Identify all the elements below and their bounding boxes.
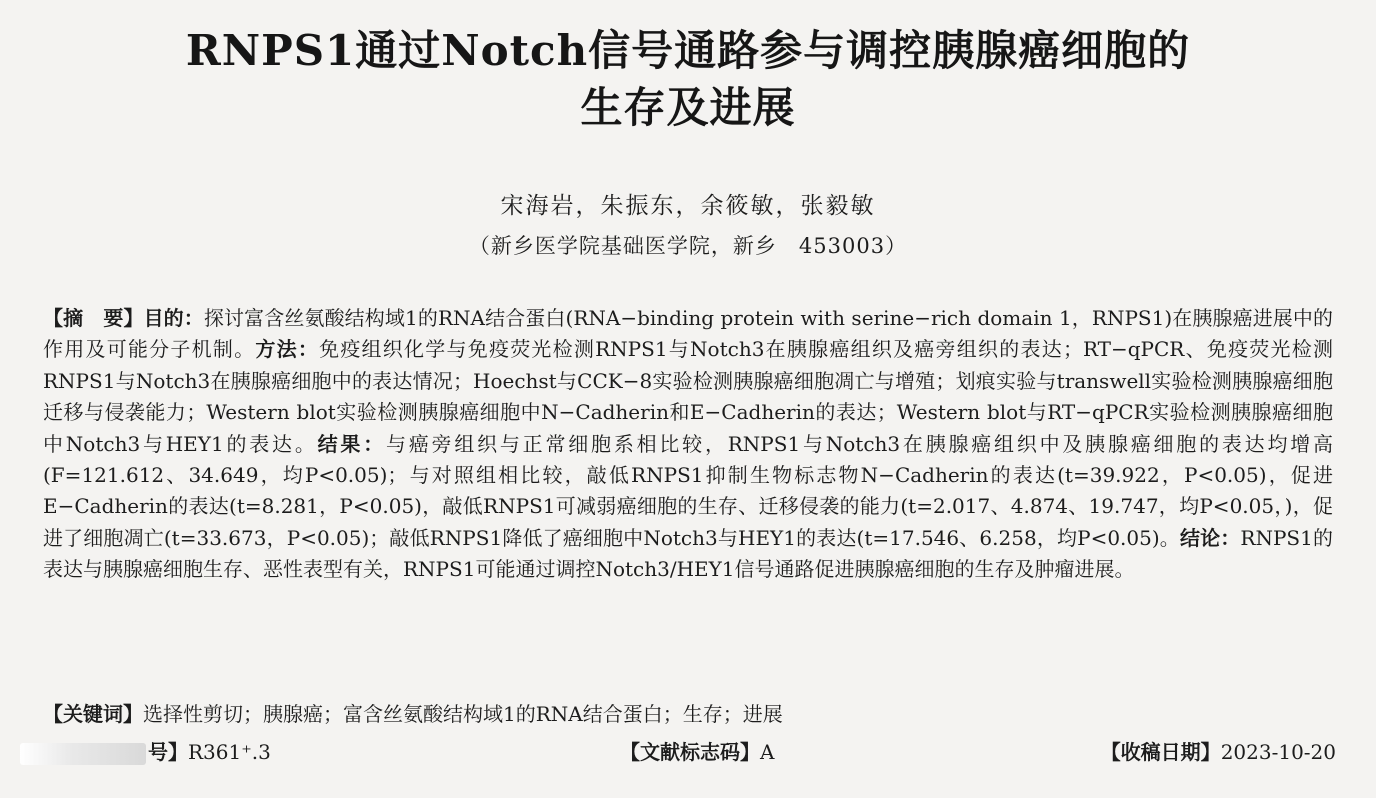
conclusion-label: 结论：	[1179, 525, 1241, 550]
received-label: 【收稿日期】	[1100, 740, 1221, 764]
received-value: 2023-10-20	[1220, 740, 1336, 764]
classification-label: 号】	[148, 740, 188, 764]
keywords-text: 选择性剪切；胰腺癌；富含丝氨酸结构域1的RNA结合蛋白；生存；进展	[143, 702, 783, 726]
document-code	[620, 735, 774, 769]
title-line-1: RNPS1通过Notch信号通路参与调控胰腺癌细胞的	[185, 26, 1191, 75]
author-affiliation: （新乡医学院基础医学院，新乡 453003）	[468, 234, 908, 258]
author-list: 宋海岩，朱振东，余筱敏，张毅敏	[500, 193, 876, 219]
paper-title	[0, 22, 1376, 136]
title-line-2: 生存及进展	[580, 83, 796, 132]
redaction-blur	[20, 743, 146, 765]
conclusion-text: RNPS1的表达与胰腺癌细胞生存、恶性表型有关，RNPS1可能通过调控Notch3/HEY1信号通路促进胰腺癌细胞的生存及肿瘤进展。	[43, 525, 1333, 582]
results-text: 与癌旁组织与正常细胞系相比较，RNPS1与Notch3在胰腺癌组织中及胰腺癌细胞的表达均增高(F=121.612、34.649，均P<0.05)；与对照组相比较，敲低RNPS1抑制生物标志物N−Cadherin的表达(t=39.922，P<0.05)，促进E−Cadherin的表达(t=8.281，P<0.05)，敲低RNPS1可减弱癌细胞的生存、迁移侵袭的能力(t=2.017、4.874、19.747，均P<0.05，)，促进了细胞凋亡(t=33.673，P<0.05)；敲低RNPS1降低了癌细胞中Notch3与HEY1的表达(t=17.546、6.258，均P<0.05)。	[43, 431, 1334, 550]
abstract-section	[43, 303, 1333, 586]
objective-text: 探讨富含丝氨酸结构域1的RNA结合蛋白(RNA−binding protein with serine−rich domain 1，RNPS1)在胰腺癌进展中的作用及可能分子机制。	[43, 306, 1334, 362]
keywords-section	[43, 698, 1333, 730]
doc-code-label: 【文献标志码】	[620, 740, 760, 764]
abstract-label: 【摘 要】	[43, 306, 144, 330]
keywords-label: 【关键词】	[43, 702, 143, 726]
classification-value: R361⁺.3	[188, 740, 271, 764]
methods-text: 免疫组织化学与免疫荧光检测RNPS1与Notch3在胰腺癌组织及癌旁组织的表达；RT−qPCR、免疫荧光检测RNPS1与Notch3在胰腺癌细胞中的表达情况；Hoechst与CCK−8实验检测胰腺癌细胞凋亡与增殖；划痕实验与transwell实验检测胰腺癌细胞迁移与侵袭能力；Western blot实验检测胰腺癌细胞中N−Cadherin和E−Cadherin的表达；Western blot与RT−qPCR实验检测胰腺癌细胞中Notch3与HEY1的表达。	[43, 337, 1334, 456]
methods-label: 方法：	[255, 337, 320, 362]
article-meta-row	[20, 735, 1336, 769]
objective-label: 目的：	[143, 306, 204, 330]
classification-number	[20, 735, 271, 769]
doc-code-value: A	[760, 740, 775, 764]
results-label: 结果：	[317, 431, 386, 456]
received-date	[1101, 735, 1336, 769]
